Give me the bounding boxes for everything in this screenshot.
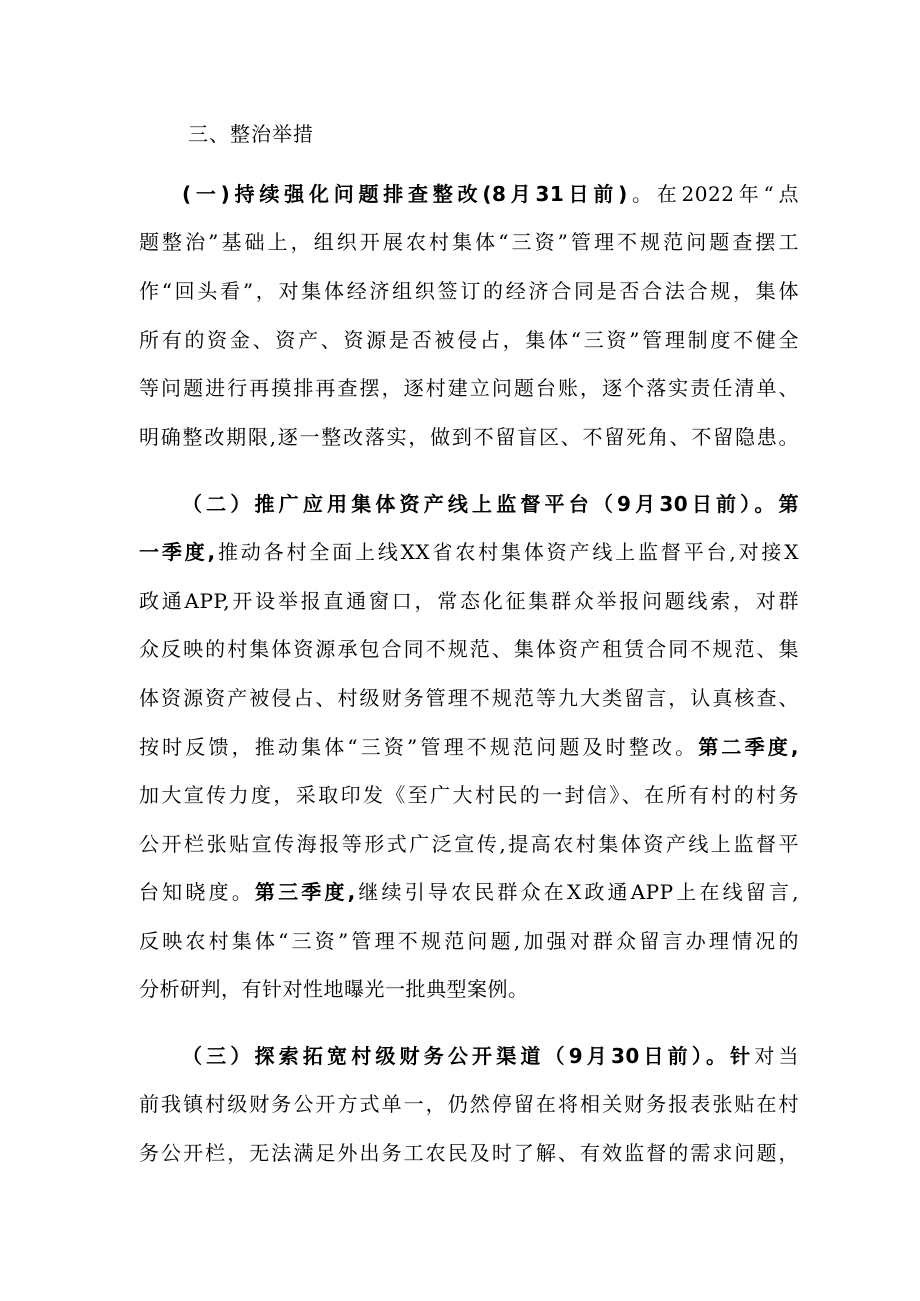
p3-line-2: 前我镇村级财务公开方式单一，仍然停留在将相关财务报表张贴在村 [139,1092,799,1116]
p2-line-10: 反映农村集体“三资”管理不规范问题,加强对群众留言办理情况的 [139,929,799,953]
p3-line-1 [182,1042,799,1070]
p3-line-1-rest: 对当 [754,1044,799,1068]
p2-line-9 [139,878,799,906]
p1-line-2: 题整治”基础上，组织开展农村集体“三资”管理不规范问题查摆工 [139,230,799,254]
p3-bold-title: （三）探索拓宽村级财务公开渠道（9月30日前）。针 [182,1044,755,1068]
p2-line-6 [139,733,799,761]
p2-line-8: 公开栏张贴宣传海报等形式广泛宣传,提高农村集体资产线上监督平 [139,832,799,856]
p2-line-3: 政通APP,开设举报直通窗口，常态化征集群众举报问题线索，对群 [139,589,799,613]
p2-line-6-rest: 按时反馈，推动集体“三资”管理不规范问题及时整改。 [139,735,699,759]
p3-line-3: 务公开栏，无法满足外出务工农民及时了解、有效监督的需求问题， [139,1141,799,1165]
section-heading: 三、整治举措 [188,122,314,146]
p2-line-11: 分析研判，有针对性地曝光一批典型案例。 [139,977,529,1001]
p1-line-3: 作“回头看”，对集体经济组织签订的经济合同是否合法合规，集体 [139,279,799,303]
p2-bold-title: （二）推广应用集体资产线上监督平台（9月30日前）。第 [182,492,799,516]
p1-line-1 [182,180,799,208]
p2-q1-label: 一季度, [139,540,216,564]
p2-line-1 [182,490,799,518]
p1-line-6: 明确整改期限,逐一整改落实，做到不留盲区、不留死角、不留隐患。 [139,425,799,449]
p2-line-4: 众反映的村集体资源承包合同不规范、集体资产租赁合同不规范、集 [139,637,799,661]
p2-line-9-b: 继续引导农民群众在X政通APP上在线留言, [355,880,800,904]
p2-line-2-rest: 推动各村全面上线XX省农村集体资产线上监督平台,对接X [215,540,799,564]
p2-line-2 [139,538,799,566]
p2-q3-label: 第三季度, [254,880,356,904]
p2-line-9-a: 台知晓度。 [139,880,255,904]
p2-line-7: 加大宣传力度，采取印发《至广大村民的一封信》、在所有村的村务 [139,783,799,807]
p1-line-1-rest: 。在2022年“点 [627,182,799,206]
p1-line-5: 等问题进行再摸排再查摆，逐村建立问题台账，逐个落实责任清单、 [139,376,799,400]
p2-line-5: 体资源资产被侵占、村级财务管理不规范等九大类留言，认真核查、 [139,686,799,710]
p1-bold-title: (一)持续强化问题排查整改(8月31日前) [182,182,628,206]
p2-q2-label: 第二季度, [698,735,799,759]
p1-line-4: 所有的资金、资产、资源是否被侵占，集体“三资”管理制度不健全 [139,328,799,352]
